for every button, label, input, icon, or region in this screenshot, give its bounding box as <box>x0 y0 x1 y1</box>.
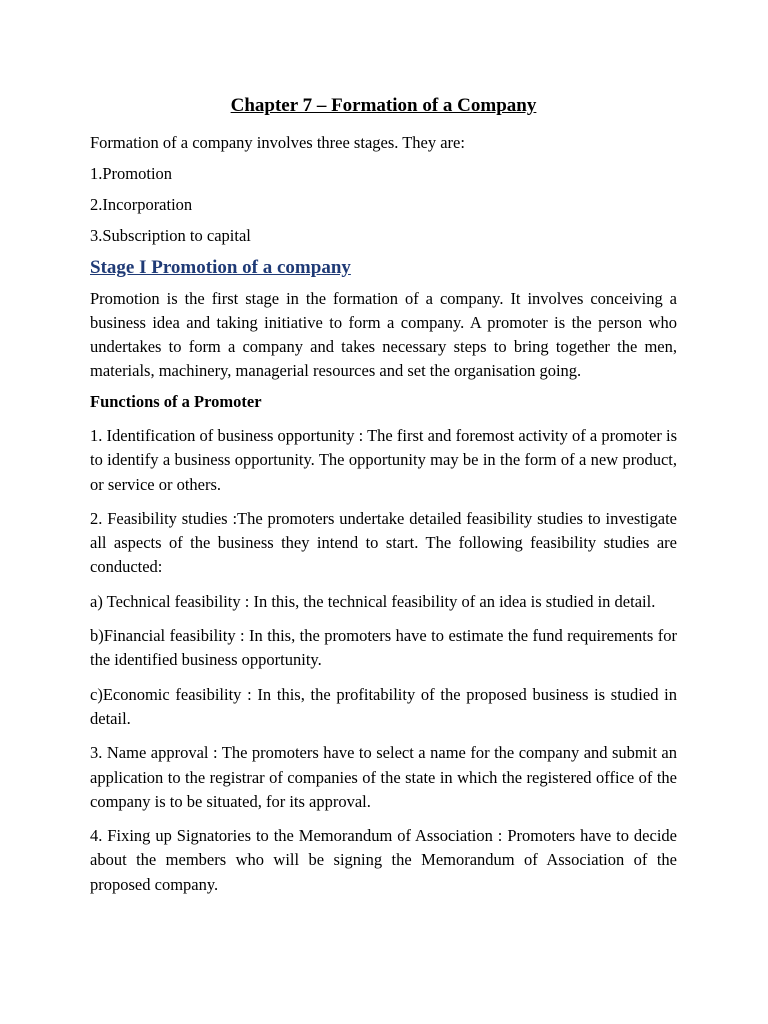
stages-list <box>90 162 677 248</box>
functions-list <box>90 424 677 897</box>
functions-heading: Functions of a Promoter <box>90 392 262 411</box>
function-item-feasibility-studies: 2. Feasibility studies :The promoters undertake detailed feasibility studies to investigate all aspects of the business they intend to start. The following feasibility studies are conducted: <box>90 508 677 577</box>
function-item-identification: 1. Identification of business opportunity : The first and foremost activity of a promoter is to identify a business opportunity. The opportunity may be in the form of a new product, or service or others. <box>90 426 677 494</box>
function-item-technical-feasibility: a) Technical feasibility : In this, the technical feasibility of an idea is studied in detail. <box>90 591 656 611</box>
stage-list-item-subscription: 3.Subscription to capital <box>90 226 251 245</box>
stage-one-heading: Stage I Promotion of a company <box>90 257 351 278</box>
stage-list-item-promotion: 1.Promotion <box>90 164 173 183</box>
stage-list-item-incorporation: 2.Incorporation <box>90 195 193 214</box>
intro-paragraph: Formation of a company involves three stages. They are: <box>90 133 465 152</box>
function-item-financial-feasibility: b)Financial feasibility : In this, the promoters have to estimate the fund requirements for the identified business opportunity. <box>90 626 677 670</box>
document-page <box>90 94 677 907</box>
promotion-paragraph: Promotion is the first stage in the formation of a company. It involves conceiving a business idea and taking initiative to form a company. A promoter is the person who undertakes to form a company and takes necessary steps to bring together the men, materials, machinery, managerial resources and set the organisation going. <box>90 289 677 380</box>
chapter-title: Chapter 7 – Formation of a Company <box>230 95 537 116</box>
function-item-name-approval: 3. Name approval : The promoters have to select a name for the company and submit an application to the registrar of companies of the state in which the registered office of the company is to be situated, for its approval. <box>90 743 677 811</box>
function-item-signatories: 4. Fixing up Signatories to the Memorandum of Association : Promoters have to decide about the members who will be signing the Memorandum of Association of the proposed company. <box>90 826 677 894</box>
function-item-economic-feasibility: c)Economic feasibility : In this, the profitability of the proposed business is studied in detail. <box>90 684 677 728</box>
